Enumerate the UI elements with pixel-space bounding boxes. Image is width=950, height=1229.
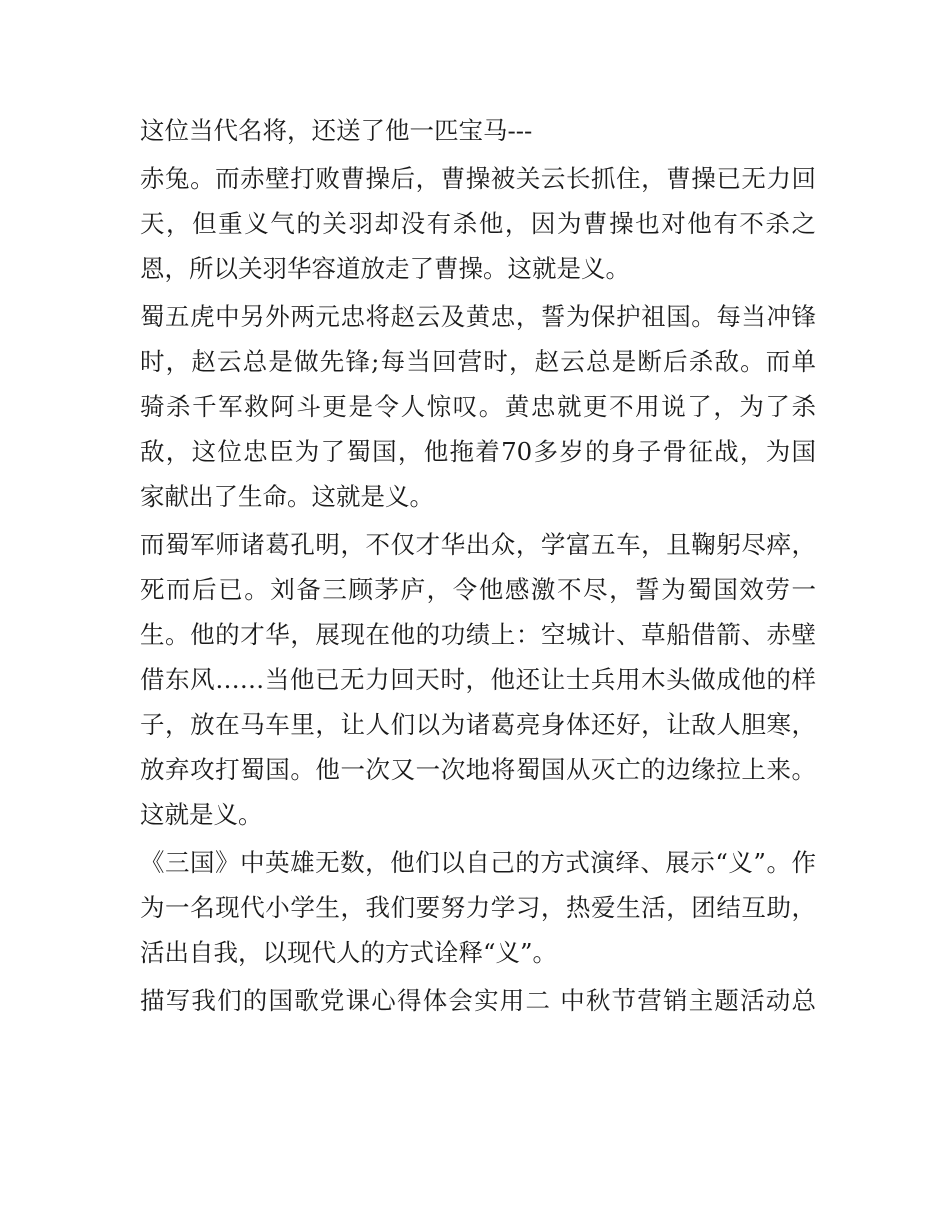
- paragraph-3: [140, 294, 816, 519]
- text-line: 《三国》中英雄无数，他们以自己的方式演绎、展示“义”。作: [140, 848, 816, 877]
- text-line: 借东风……当他已无力回天时，他还让士兵用木头做成他的样: [140, 665, 816, 694]
- text-line: 这位当代名将，还送了他一匹宝马---: [140, 116, 533, 145]
- text-line: 死而后已。刘备三顾茅庐，令他感激不尽，誓为蜀国效劳一: [140, 575, 816, 604]
- text-line: 时，赵云总是做先锋;每当回营时，赵云总是断后杀敌。而单: [140, 347, 816, 376]
- paragraph-6: [140, 978, 816, 1023]
- text-line: 敌，这位忠臣为了蜀国，他拖着70多岁的身子骨征战，为国: [140, 437, 816, 466]
- text-line: 为一名现代小学生，我们要努力学习，热爱生活，团结互助，: [140, 893, 816, 922]
- text-line: 家献出了生命。这就是义。: [140, 482, 434, 511]
- text-line: 生。他的才华，展现在他的功绩上：空城计、草船借箭、赤壁: [140, 620, 816, 649]
- text-line: 赤兔。而赤壁打败曹操后，曹操被关云长抓住，曹操已无力回: [140, 164, 816, 193]
- text-line: 这就是义。: [140, 800, 263, 829]
- paragraph-4: [140, 522, 816, 837]
- text-line: 骑杀千军救阿斗更是令人惊叹。黄忠就更不用说了，为了杀: [140, 392, 816, 421]
- paragraph-2: [140, 156, 816, 291]
- text-line: 天，但重义气的关羽却没有杀他，因为曹操也对他有不杀之: [140, 209, 816, 238]
- paragraph-1: [140, 108, 816, 153]
- document-body: [140, 108, 816, 1023]
- text-line: 而蜀军师诸葛孔明，不仅才华出众，学富五车，且鞠躬尽瘁，: [140, 530, 816, 559]
- text-line: 子，放在马车里，让人们以为诸葛亮身体还好，让敌人胆寒，: [140, 710, 816, 739]
- text-line: 描写我们的国歌党课心得体会实用二 中秋节营销主题活动总: [140, 986, 816, 1015]
- paragraph-5: [140, 840, 816, 975]
- text-line: 活出自我，以现代人的方式诠释“义”。: [140, 938, 558, 967]
- text-line: 蜀五虎中另外两元忠将赵云及黄忠，誓为保护祖国。每当冲锋: [140, 302, 816, 331]
- text-line: 恩，所以关羽华容道放走了曹操。这就是义。: [140, 254, 630, 283]
- text-line: 放弃攻打蜀国。他一次又一次地将蜀国从灭亡的边缘拉上来。: [140, 755, 816, 784]
